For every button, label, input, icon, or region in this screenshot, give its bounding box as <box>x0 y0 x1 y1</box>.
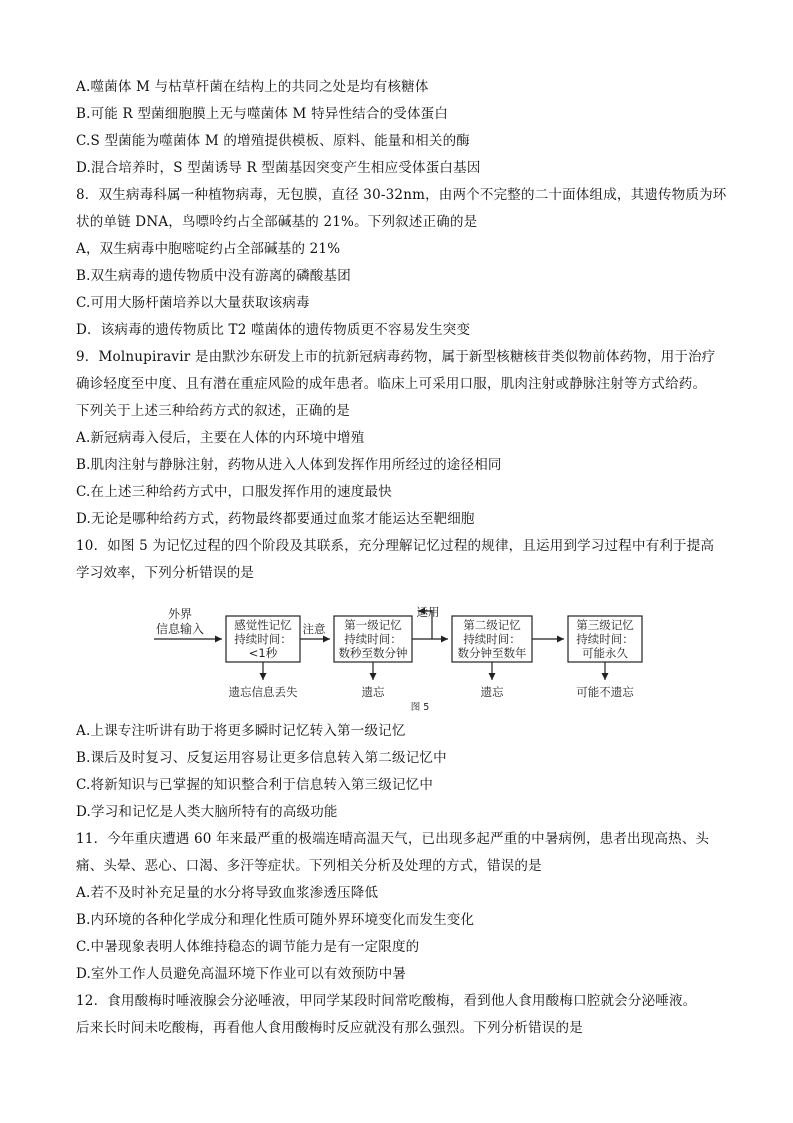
option-7d: D.混合培养时，S 型菌诱导 R 型菌基因突变产生相应受体蛋白基因 <box>76 160 481 176</box>
question-8-stem-1: 8．双生病毒科属一种植物病毒，无包膜，直径 30-32nm，由两个不完整的二十面体组成，其遗传物质为环 <box>76 187 727 203</box>
outcome-4: 可能不遗忘 <box>576 685 634 699</box>
box-3-line-3: 数分钟至数年 <box>457 646 527 660</box>
option-8d: D．该病毒的遗传物质比 T2 噬菌体的遗传物质更不容易发生突变 <box>76 322 471 338</box>
box-3-line-2: 持续时间： <box>463 632 521 646</box>
question-9-stem-1: 9．Molnupiravir 是由默沙东研发上市的抗新冠病毒药物，属于新型核糖核苷类似物前体药物，用于治疗 <box>76 349 716 365</box>
input-label-1: 外界 <box>167 607 193 621</box>
option-11c: C.中暑现象表明人体维持稳态的调节能力是有一定限度的 <box>76 939 420 955</box>
option-9d: D.无论是哪种给药方式，药物最终都要通过血浆才能运达至靶细胞 <box>76 511 475 527</box>
question-12-stem-2: 后来长时间未吃酸梅，再看他人食用酸梅时反应就没有那么强烈。下列分析错误的是 <box>76 1020 583 1036</box>
figure-caption: 图 5 <box>410 702 430 713</box>
option-11b: B.内环境的各种化学成分和理化性质可随外界环境变化而发生变化 <box>76 912 475 928</box>
option-8b: B.双生病毒的遗传物质中没有游离的磷酸基团 <box>76 268 351 284</box>
question-10-stem-2: 学习效率，下列分析错误的是 <box>76 565 255 581</box>
option-7c: C.S 型菌能为噬菌体 M 的增殖提供模板、原料、能量和相关的酶 <box>76 133 470 149</box>
box-2-line-3: 数秒至数分钟 <box>338 646 408 660</box>
input-label-2: 信息输入 <box>155 622 205 636</box>
box-1-line-2: 持续时间： <box>234 632 292 646</box>
option-10b: B.课后及时复习、反复运用容易让更多信息转入第二级记忆中 <box>76 750 447 766</box>
option-9a: A.新冠病毒入侵后，主要在人体的内环境中增殖 <box>76 430 365 446</box>
question-10-stem-1: 10．如图 5 为记忆过程的四个阶段及其联系，充分理解记忆过程的规律，且运用到学习过程中有利于提高 <box>76 538 715 554</box>
box-4-line-3: 可能永久 <box>582 646 628 660</box>
question-9-stem-3: 下列关于上述三种给药方式的叙述，正确的是 <box>76 403 350 419</box>
outcome-1: 遗忘信息丢失 <box>228 685 298 699</box>
box-1-line-3: <1秒 <box>248 646 278 660</box>
box-4-line-2: 持续时间： <box>576 632 634 646</box>
option-11a: A.若不及时补充足量的水分将导致血浆渗透压降低 <box>76 885 379 901</box>
question-11-stem-2: 痛、头晕、恶心、口渴、多汗等症状。下列相关分析及处理的方式，错误的是 <box>76 858 542 874</box>
use-label: 运用 <box>416 606 440 619</box>
option-11d: D.室外工作人员避免高温环境下作业可以有效预防中暑 <box>76 966 407 982</box>
option-7a: A.噬菌体 M 与枯草杆菌在结构上的共同之处是均有核糖体 <box>76 79 429 95</box>
option-10c: C.将新知识与已掌握的知识整合利于信息转入第三级记忆中 <box>76 777 434 793</box>
option-8c: C.可用大肠杆菌培养以大量获取该病毒 <box>76 295 310 311</box>
question-11-stem-1: 11．今年重庆遭遇 60 年来最严重的极端连晴高温天气，已出现多起严重的中暑病例，患者出现高热、头 <box>76 831 710 847</box>
question-8-stem-2: 状的单链 DNA，鸟嘌呤约占全部碱基的 21%。下列叙述正确的是 <box>76 214 478 230</box>
box-1-line-1: 感觉性记忆 <box>234 618 292 632</box>
option-10d: D.学习和记忆是人类大脑所特有的高级功能 <box>76 804 338 820</box>
box-4-line-1: 第三级记忆 <box>576 618 634 632</box>
option-9b: B.肌肉注射与静脉注射，药物从进入人体到发挥作用所经过的途径相同 <box>76 457 502 473</box>
question-12-stem-1: 12．食用酸梅时唾液腺会分泌唾液，甲同学某段时间常吃酸梅，看到他人食用酸梅口腔就会分泌唾液。 <box>76 993 697 1009</box>
option-8a: A，双生病毒中胞嘧啶约占全部碱基的 21% <box>76 241 341 257</box>
box-2-line-2: 持续时间： <box>344 632 402 646</box>
memory-process-diagram <box>150 606 670 714</box>
box-2-line-1: 第一级记忆 <box>344 618 402 632</box>
box-3-line-1: 第二级记忆 <box>463 618 521 632</box>
option-10a: A.上课专注听讲有助于将更多瞬时记忆转入第一级记忆 <box>76 723 406 739</box>
outcome-2: 遗忘 <box>361 685 385 699</box>
attention-label: 注意 <box>302 622 326 636</box>
option-7b: B.可能 R 型菌细胞膜上无与噬菌体 M 特异性结合的受体蛋白 <box>76 106 449 122</box>
option-9c: C.在上述三种给药方式中，口服发挥作用的速度最快 <box>76 484 392 500</box>
question-9-stem-2: 确诊轻度至中度、且有潜在重症风险的成年患者。临床上可采用口服，肌肉注射或静脉注射等方式给药。 <box>76 376 707 392</box>
outcome-3: 遗忘 <box>480 685 504 699</box>
